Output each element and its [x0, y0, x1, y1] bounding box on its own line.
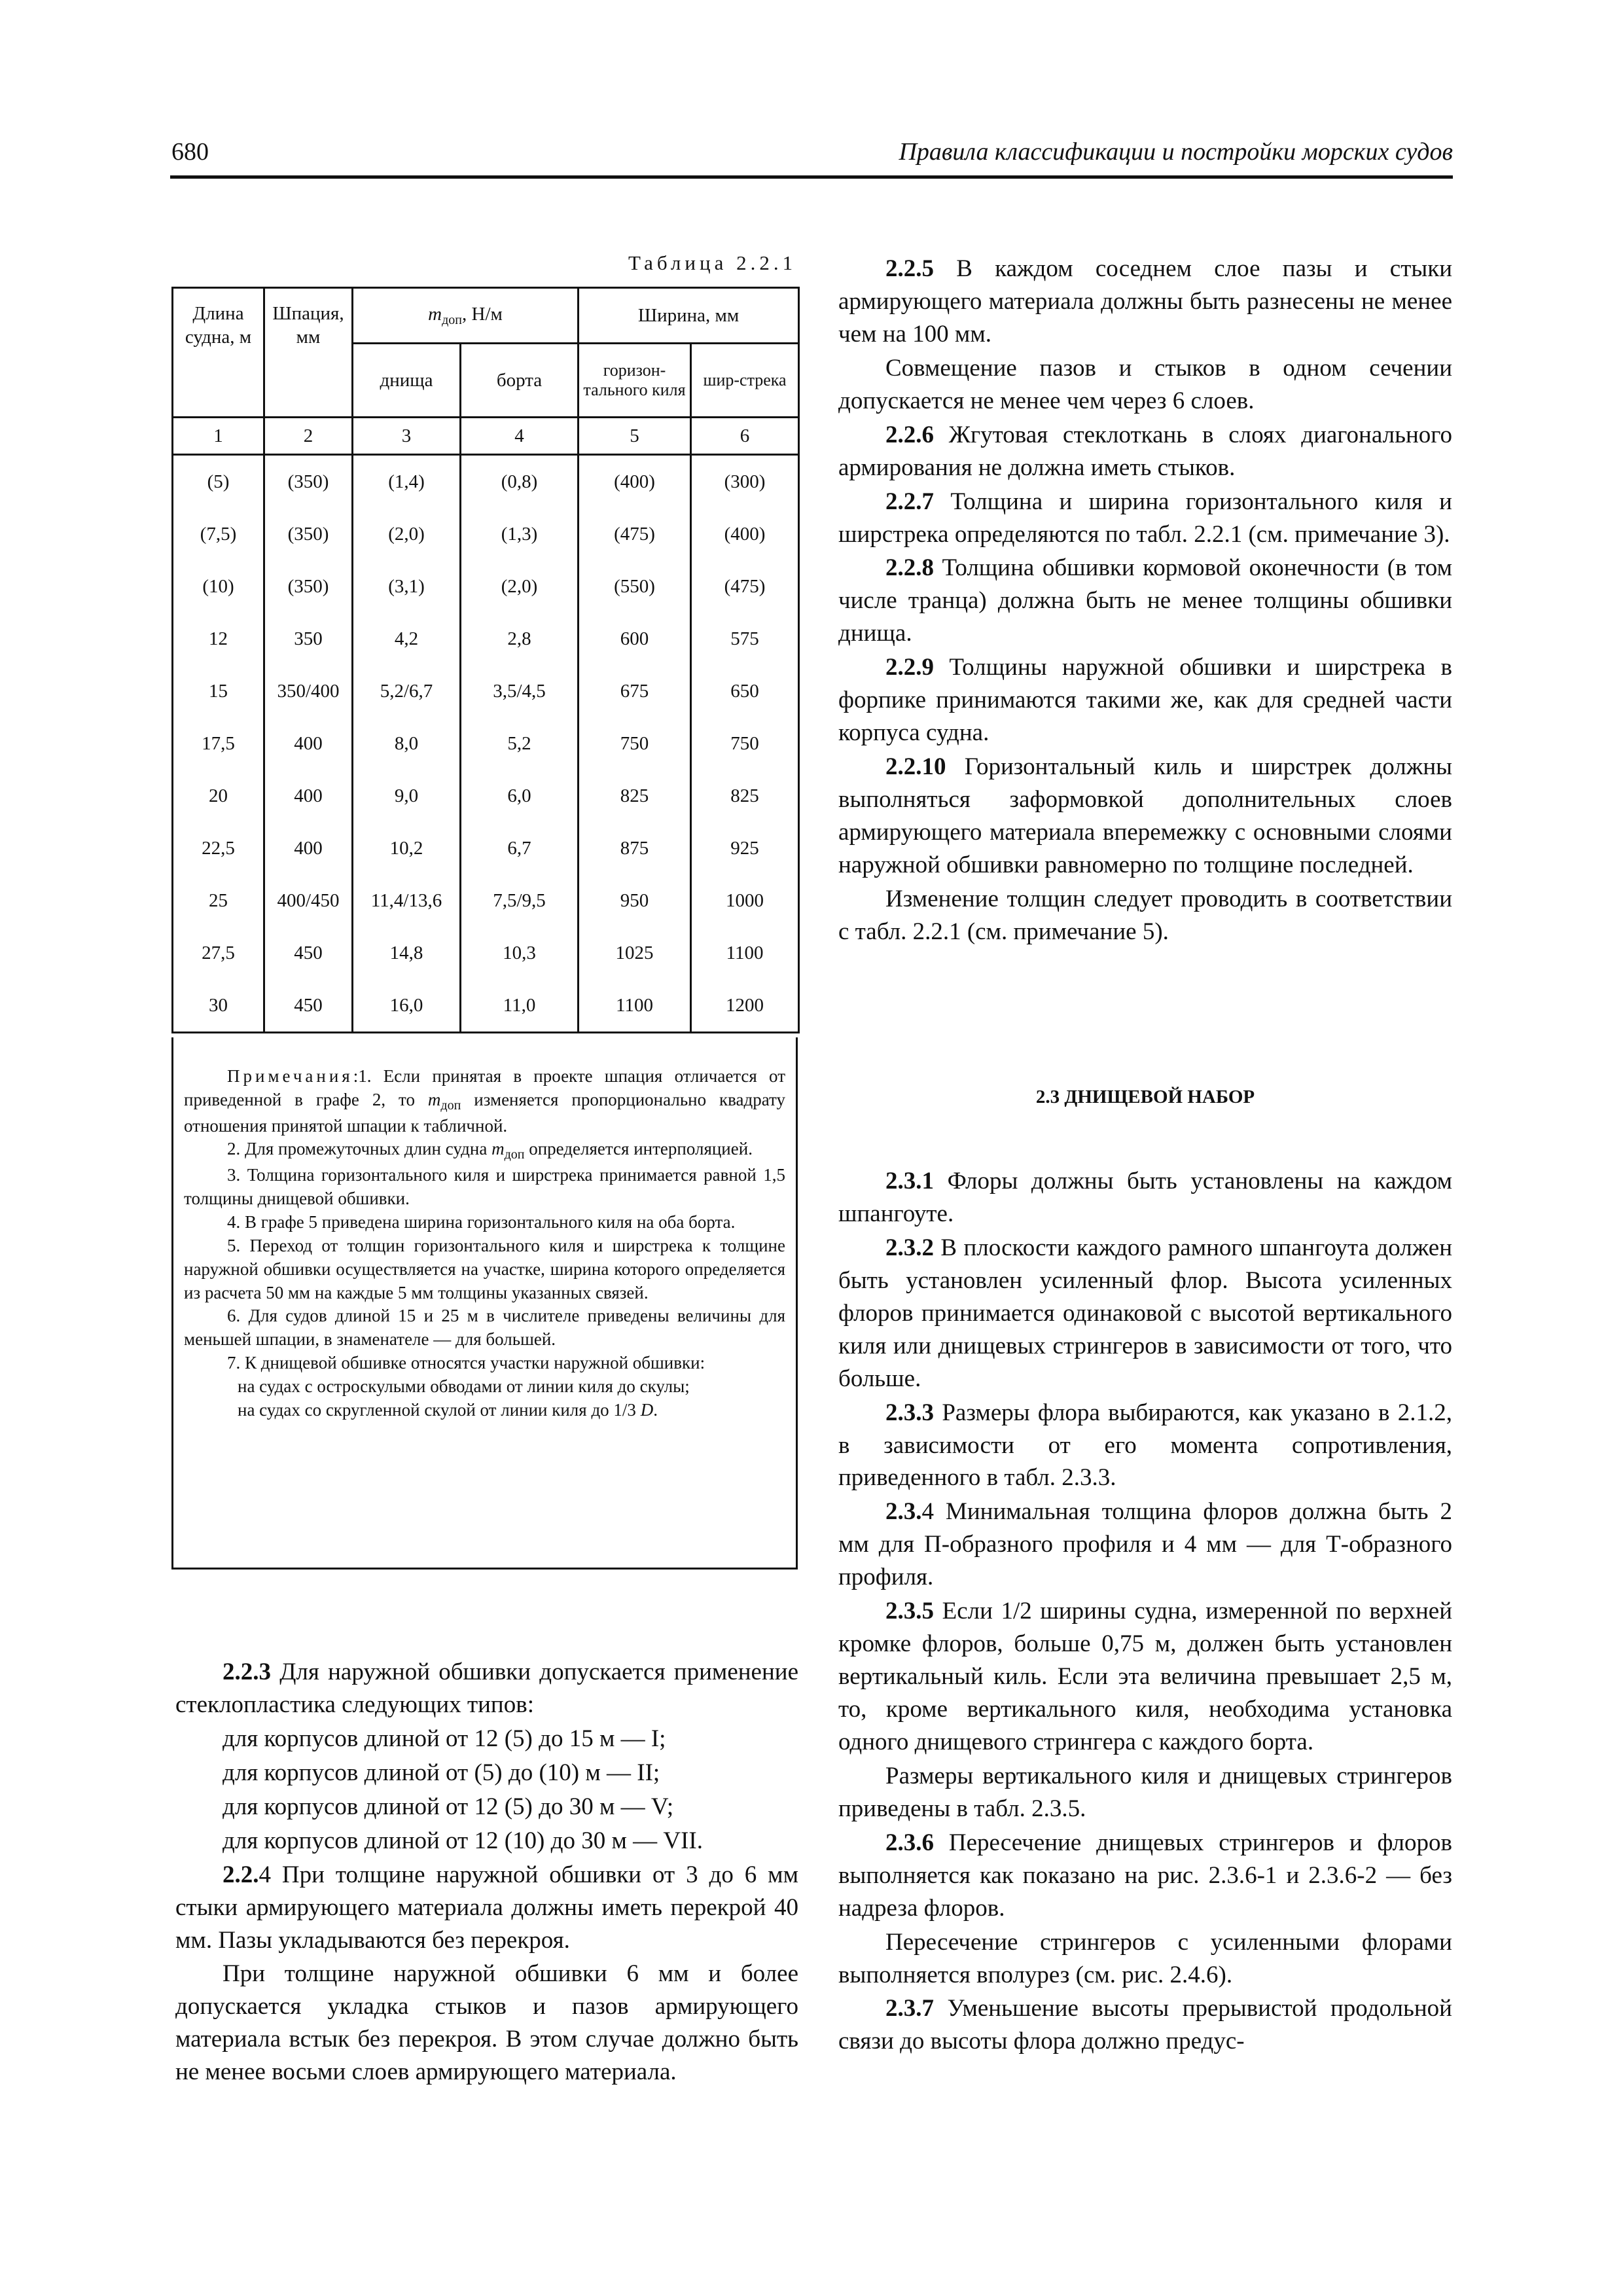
para-2-3-6: 2.3.6 Пересечение днищевых стрингеров и флоров выполняется как показано на рис. 2.3.6-1 и 2.3.6-2 — без надреза флоров.	[838, 1829, 1452, 1922]
column-number: 6	[691, 418, 799, 455]
table-cell: (400)	[691, 508, 799, 560]
para-2-2-5: 2.2.5 В каждом соседнем слое пазы и стыки армирующего материала должны быть разнесены не менее чем на 100 мм.	[838, 255, 1452, 348]
table-cell: 16,0	[353, 979, 461, 1033]
table-cell: 17,5	[173, 717, 264, 770]
left-column	[175, 1656, 798, 2090]
right-column-bottom	[838, 1165, 1452, 2059]
header-bottom: днища	[353, 344, 461, 418]
table-cell: 950	[579, 874, 691, 927]
header-rule	[170, 175, 1453, 179]
para-2-2-4b: При толщине наружной обшивки 6 мм и более допускается укладка стыков и пазов армирующего материала встык без перекроя. В этом случае должно быть не менее восьми слоев армирующего материала.	[175, 1960, 798, 2086]
list-item: для корпусов длиной от 12 (10) до 30 м — VII.	[223, 1827, 703, 1854]
para-2-3-3: 2.3.3 Размеры флора выбираются, как указано в 2.1.2, в зависимости от его момента сопротивления, приведенного в табл. 2.3.3.	[838, 1399, 1452, 1492]
table-cell: (2,0)	[461, 560, 579, 613]
table-row	[173, 613, 799, 665]
para-2-2-10: 2.2.10 Горизонтальный киль и ширстрек должны выполняться заформовкой дополнительных слоев армирующего материала вперемежку с основными слоями наружной обшивки равномерно по толщине последней.	[838, 753, 1452, 878]
table-cell: 3,5/4,5	[461, 665, 579, 717]
para-2-2-3: 2.2.3 Для наружной обшивки допускается применение стеклопластика следующих типов:	[175, 1659, 798, 1718]
table-row	[173, 717, 799, 770]
table-cell: 20	[173, 770, 264, 822]
right-column-top	[838, 253, 1452, 950]
table-cell: 650	[691, 665, 799, 717]
column-number: 1	[173, 418, 264, 455]
table-row	[173, 560, 799, 613]
table-cell: 1200	[691, 979, 799, 1033]
table-row	[173, 455, 799, 509]
table-cell: 400/450	[264, 874, 353, 927]
table-cell: 1100	[691, 927, 799, 979]
table-cell: 10,3	[461, 927, 579, 979]
table-cell: 1000	[691, 874, 799, 927]
header-length: Длина судна, м	[173, 288, 264, 418]
list-item: для корпусов длиной от 12 (5) до 30 м — V;	[223, 1793, 674, 1820]
table-cell: 6,0	[461, 770, 579, 822]
column-number: 5	[579, 418, 691, 455]
header-sheerstrake: шир-стрека	[691, 344, 799, 418]
table-row	[173, 979, 799, 1033]
table-cell: 400	[264, 717, 353, 770]
table-cell: (475)	[579, 508, 691, 560]
table-cell: (350)	[264, 508, 353, 560]
para-2-2-5b: Совмещение пазов и стыков в одном сечении допускается не менее чем через 6 слоев.	[838, 354, 1452, 414]
table-cell: 30	[173, 979, 264, 1033]
list-item: для корпусов длиной от (5) до (10) м — II;	[223, 1759, 660, 1786]
table-row	[173, 665, 799, 717]
note-3: 3. Толщина горизонтального киля и ширстрека принимается равной 1,5 толщины днищевой обшивки.	[184, 1165, 785, 1208]
table-cell: 600	[579, 613, 691, 665]
note-7: 7. К днищевой обшивке относятся участки наружной обшивки:	[227, 1353, 705, 1373]
note-5: 5. Переход от толщин горизонтального киля и ширстрека к толщине наружной обшивки осуществляется на участке, ширина которого определяется из расчета 50 мм на каждые 5 мм толщины указанных связей.	[184, 1235, 785, 1302]
table-cell: (300)	[691, 455, 799, 509]
table-cell: 12	[173, 613, 264, 665]
table-body	[173, 455, 799, 1033]
table-cell: 350/400	[264, 665, 353, 717]
para-2-3-4: 2.3.4 Минимальная толщина флоров должна быть 2 мм для П-образного профиля и 4 мм — для Т-образного профиля.	[838, 1498, 1452, 1591]
para-2-2-8: 2.2.8 Толщина обшивки кормовой оконечности (в том числе транца) должна быть не менее толщины обшивки днища.	[838, 554, 1452, 647]
table-row	[173, 508, 799, 560]
table-cell: (1,3)	[461, 508, 579, 560]
para-2-3-5: 2.3.5 Если 1/2 ширины судна, измеренной по верхней кромке флоров, больше 0,75 м, должен быть установлен вертикальный киль. Если эта величина превышает 2,5 м, то, кроме вертикального киля, необходима установка одного днищевого стрингера с каждого борта.	[838, 1598, 1452, 1755]
table-cell: (0,8)	[461, 455, 579, 509]
table-cell: 750	[691, 717, 799, 770]
header-m-allowed: $m_{доп}$, Н/м	[353, 288, 579, 344]
table-cell: (1,4)	[353, 455, 461, 509]
table-cell: 875	[579, 822, 691, 874]
table-row	[173, 770, 799, 822]
note-7a: на судах с остроскулыми обводами от линии киля до скулы;	[238, 1376, 690, 1397]
table-cell: 1100	[579, 979, 691, 1033]
table-cell: (350)	[264, 455, 353, 509]
para-2-3-6b: Пересечение стрингеров с усиленными флорами выполняется вполурез (см. рис. 2.4.6).	[838, 1928, 1452, 1988]
column-number: 3	[353, 418, 461, 455]
table-cell: 15	[173, 665, 264, 717]
table-cell: 825	[691, 770, 799, 822]
table-cell: (2,0)	[353, 508, 461, 560]
table-cell: 5,2/6,7	[353, 665, 461, 717]
table-cell: (475)	[691, 560, 799, 613]
table-cell: 5,2	[461, 717, 579, 770]
table-cell: 450	[264, 927, 353, 979]
table-caption: Таблица 2.2.1	[628, 251, 797, 274]
note-6: 6. Для судов длиной 15 и 25 м в числителе приведены величины для меньшей шпации, в знаменателе — для большей.	[184, 1306, 785, 1350]
list-item: для корпусов длиной от 12 (5) до 15 м — I;	[223, 1725, 666, 1752]
table-cell: (7,5)	[173, 508, 264, 560]
table-row	[173, 874, 799, 927]
table-cell: 1025	[579, 927, 691, 979]
para-2-3-1: 2.3.1 Флоры должны быть установлены на каждом шпангоуте.	[838, 1168, 1452, 1227]
para-2-3-7: 2.3.7 Уменьшение высоты прерывистой продольной связи до высоты флора должно предус-	[838, 1995, 1452, 2055]
table-notes	[171, 1037, 798, 1570]
note-1: Примечания:1. Если принятая в проекте шпация отличается от приведенной в графе 2, то $m_{доп}$ изменяется пропорционально квадрату отношения принятой шпации к табличной.	[184, 1066, 785, 1136]
table-cell: 6,7	[461, 822, 579, 874]
table-cell: (550)	[579, 560, 691, 613]
table-2-2-1	[171, 287, 800, 1033]
para-2-2-10b: Изменение толщин следует проводить в соответствии с табл. 2.2.1 (см. примечание 5).	[838, 885, 1452, 945]
table-cell: (350)	[264, 560, 353, 613]
table-cell: (3,1)	[353, 560, 461, 613]
para-2-3-5b: Размеры вертикального киля и днищевых стрингеров приведены в табл. 2.3.5.	[838, 1762, 1452, 1822]
header-spacing: Шпация, мм	[264, 288, 353, 418]
table-cell: 575	[691, 613, 799, 665]
table-cell: 14,8	[353, 927, 461, 979]
table-cell: 400	[264, 822, 353, 874]
table-cell: (5)	[173, 455, 264, 509]
table-cell: 27,5	[173, 927, 264, 979]
table-cell: 9,0	[353, 770, 461, 822]
para-2-2-9: 2.2.9 Толщины наружной обшивки и ширстрека в форпике принимаются такими же, как для средней части корпуса судна.	[838, 654, 1452, 747]
header-side: борта	[461, 344, 579, 418]
para-2-2-7: 2.2.7 Толщина и ширина горизонтального киля и ширстрека определяются по табл. 2.2.1 (см. примечание 3).	[838, 488, 1452, 548]
table-cell: 450	[264, 979, 353, 1033]
table-cell: 2,8	[461, 613, 579, 665]
column-number: 4	[461, 418, 579, 455]
table-cell: 675	[579, 665, 691, 717]
note-7b: на судах со скругленной скулой от линии киля до 1/3 D.	[238, 1400, 658, 1420]
para-2-2-6: 2.2.6 Жгутовая стеклоткань в слоях диагонального армирования не должна иметь стыков.	[838, 421, 1452, 481]
table-cell: 25	[173, 874, 264, 927]
para-2-3-2: 2.3.2 В плоскости каждого рамного шпангоута должен быть установлен усиленный флор. Высота усиленных флоров принимается одинаковой с высотой вертикального киля или днищевых стрингеров в зависимости от того, что больше.	[838, 1234, 1452, 1392]
table-cell: 22,5	[173, 822, 264, 874]
note-2: 2. Для промежуточных длин судна $m_{доп}$ определяется интерполяцией.	[227, 1139, 753, 1162]
section-heading: 2.3 ДНИЩЕВОЙ НАБОР	[1035, 1086, 1255, 1107]
table-cell: 7,5/9,5	[461, 874, 579, 927]
table-cell: (400)	[579, 455, 691, 509]
table-cell: 925	[691, 822, 799, 874]
table-cell: 11,0	[461, 979, 579, 1033]
page-number: 680	[171, 138, 209, 166]
table-cell: (10)	[173, 560, 264, 613]
table-cell: 10,2	[353, 822, 461, 874]
running-title: Правила классификации и постройки морских судов	[899, 138, 1453, 166]
table-cell: 8,0	[353, 717, 461, 770]
header-keel: горизон-тального киля	[579, 344, 691, 418]
table-row	[173, 927, 799, 979]
table-cell: 750	[579, 717, 691, 770]
note-4: 4. В графе 5 приведена ширина горизонтального киля на оба борта.	[227, 1211, 736, 1232]
table-cell: 4,2	[353, 613, 461, 665]
table-cell: 350	[264, 613, 353, 665]
table-row	[173, 822, 799, 874]
column-number: 2	[264, 418, 353, 455]
header-width: Ширина, мм	[579, 288, 799, 344]
para-2-2-4: 2.2.4 При толщине наружной обшивки от 3 до 6 мм стыки армирующего материала должны иметь перекрой 40 мм. Пазы укладываются без перекроя.	[175, 1861, 798, 1954]
table-cell: 11,4/13,6	[353, 874, 461, 927]
table-cell: 400	[264, 770, 353, 822]
table-cell: 825	[579, 770, 691, 822]
